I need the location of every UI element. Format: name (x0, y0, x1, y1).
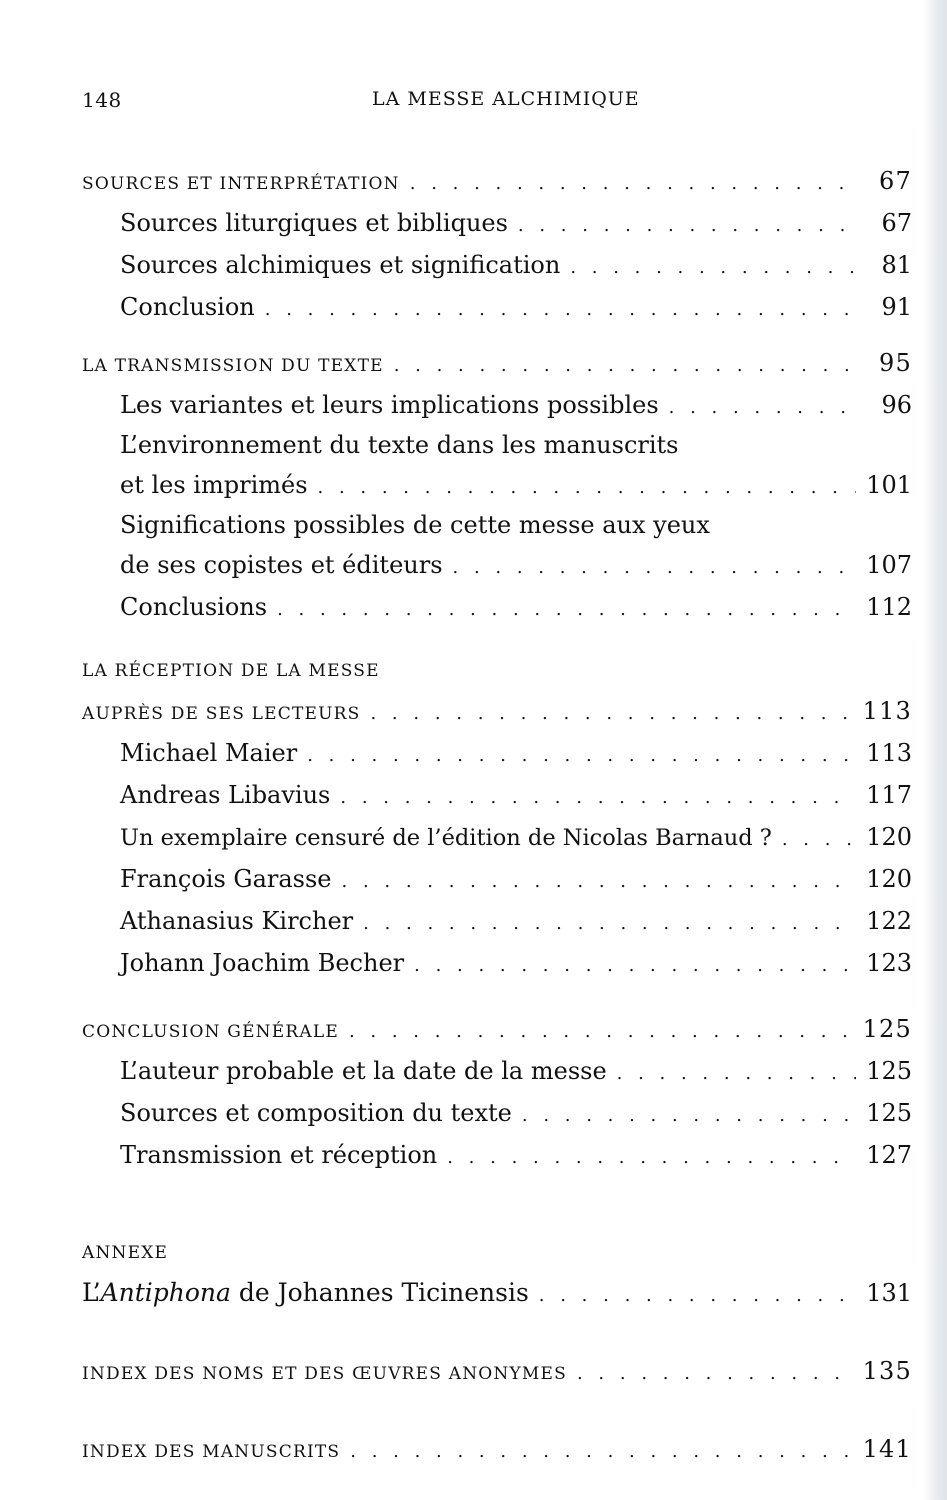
toc-entry-label: Conclusion (120, 293, 255, 321)
toc-page-number: 127 (866, 1141, 912, 1169)
toc-section-title-line1[interactable]: LA RÉCEPTION DE LA MESSE (82, 661, 380, 681)
toc-entry[interactable] (82, 1092, 912, 1134)
toc-entry[interactable] (82, 732, 912, 774)
toc-page-number: 113 (862, 697, 912, 725)
toc-page-number: 120 (866, 823, 912, 851)
toc-entry[interactable] (82, 202, 912, 244)
toc-page-number: 95 (879, 349, 912, 377)
toc-entry-label: Un exemplaire censuré de l’édition de Nicolas Barnaud ? (120, 825, 772, 851)
toc-entry[interactable] (82, 1050, 912, 1092)
toc-section-title: INDEX DES NOMS ET DES ŒUVRES ANONYMES (82, 1364, 567, 1384)
toc-section-reception[interactable] (82, 690, 912, 732)
toc-entry[interactable] (82, 858, 912, 900)
annex-title-italic: Antiphona (100, 1278, 231, 1307)
toc-entry-label: Andreas Libavius (120, 781, 331, 809)
toc-entry-label: François Garasse (120, 865, 332, 893)
annex-title-prefix: L’ (82, 1278, 101, 1307)
toc-entry-label: Les variantes et leurs implications possibles (120, 391, 659, 419)
page-edge-shadow (923, 0, 947, 1500)
toc-entry-label: Sources et composition du texte (120, 1099, 512, 1127)
toc-index-names[interactable] (82, 1350, 912, 1392)
toc-entry-label-line2: de ses copistes et éditeurs (120, 551, 443, 579)
toc-entry[interactable] (82, 774, 912, 816)
page-number: 148 (82, 88, 122, 112)
dot-leader (669, 387, 860, 429)
dot-leader (518, 205, 860, 247)
toc-page-number: 81 (881, 251, 912, 279)
toc-annex-label: ANNEXE (82, 1243, 169, 1263)
toc-page-number: 123 (866, 949, 912, 977)
toc-section-title: SOURCES ET INTERPRÉTATION (82, 174, 400, 194)
toc-page-number: 122 (866, 907, 912, 935)
toc-page-number: 141 (862, 1435, 912, 1463)
toc-entry-label: L’auteur probable et la date de la messe (120, 1057, 607, 1085)
running-head (82, 88, 912, 116)
toc-entry-label: Sources liturgiques et bibliques (120, 209, 508, 237)
dot-leader (370, 693, 852, 735)
dot-leader (570, 247, 860, 289)
dot-leader (277, 589, 856, 631)
toc-page-number: 113 (866, 739, 912, 767)
toc-page-number: 107 (866, 551, 912, 579)
toc-entry[interactable] (82, 384, 912, 426)
running-title: LA MESSE ALCHIMIQUE (372, 88, 640, 110)
toc-entry-label: Johann Joachim Becher (120, 949, 405, 977)
toc-entry[interactable] (82, 1134, 912, 1176)
toc-page-number: 131 (866, 1279, 912, 1307)
toc-page-number: 125 (866, 1057, 912, 1085)
toc-index-manuscripts[interactable] (82, 1428, 912, 1470)
toc-section-title: INDEX DES MANUSCRITS (82, 1442, 341, 1462)
toc-page-number: 91 (881, 293, 912, 321)
toc-section-title: CONCLUSION GÉNÉRALE (82, 1022, 339, 1042)
toc-entry-label-line2: et les imprimés (120, 471, 308, 499)
toc-page-number: 67 (881, 209, 912, 237)
toc-page-number: 135 (862, 1357, 912, 1385)
dot-leader (577, 1353, 853, 1395)
toc-entry[interactable] (82, 586, 912, 628)
toc-annex-title (82, 1272, 529, 1314)
dot-leader (453, 547, 857, 589)
toc-entry[interactable] (82, 244, 912, 286)
toc-entry-label: Transmission et réception (120, 1141, 438, 1169)
toc-entry[interactable] (82, 544, 912, 586)
toc-section-transmission[interactable] (82, 342, 912, 384)
toc-page-number: 101 (866, 471, 912, 499)
toc-page-number: 67 (879, 167, 912, 195)
toc-page-number: 117 (866, 781, 912, 809)
dot-leader (340, 777, 856, 819)
toc-section-sources[interactable] (82, 160, 912, 202)
toc-page-number: 96 (881, 391, 912, 419)
dot-leader (318, 467, 857, 509)
annex-title-rest: de Johannes Ticinensis (230, 1278, 529, 1307)
dot-leader (342, 861, 857, 903)
dot-leader (782, 819, 856, 861)
toc-entry-label-line1[interactable]: L’environnement du texte dans les manuscrits (120, 431, 679, 459)
toc-entry[interactable] (82, 942, 912, 984)
dot-leader (363, 903, 856, 945)
toc-entry[interactable] (82, 816, 912, 858)
toc-page-number: 125 (866, 1099, 912, 1127)
dot-leader (349, 1011, 853, 1053)
toc-section-conclusion[interactable] (82, 1008, 912, 1050)
dot-leader (447, 1137, 856, 1179)
toc-entry-label: Athanasius Kircher (120, 907, 354, 935)
dot-leader (414, 945, 856, 987)
toc-section-title: LA TRANSMISSION DU TEXTE (82, 356, 384, 376)
toc-entry-label: Sources alchimiques et signification (120, 251, 561, 279)
toc-entry[interactable] (82, 286, 912, 328)
dot-leader (350, 1431, 852, 1473)
toc-section-title-line2: AUPRÈS DE SES LECTEURS (82, 704, 361, 724)
toc-entry-label-line1[interactable]: Significations possibles de cette messe aux yeux (120, 511, 710, 539)
dot-leader (410, 163, 860, 205)
toc-entry-label: Conclusions (120, 593, 268, 621)
toc-annex[interactable] (82, 1272, 912, 1314)
dot-leader (539, 1275, 856, 1317)
toc-page-number: 120 (866, 865, 912, 893)
table-of-contents (82, 160, 912, 1470)
toc-entry-label: Michael Maier (120, 739, 298, 767)
toc-entry[interactable] (82, 464, 912, 506)
dot-leader (522, 1095, 856, 1137)
toc-page-number: 112 (866, 593, 912, 621)
toc-entry[interactable] (82, 900, 912, 942)
dot-leader (265, 289, 860, 331)
toc-page-number: 125 (862, 1015, 912, 1043)
dot-leader (394, 345, 860, 387)
dot-leader (307, 735, 856, 777)
dot-leader (617, 1053, 857, 1095)
